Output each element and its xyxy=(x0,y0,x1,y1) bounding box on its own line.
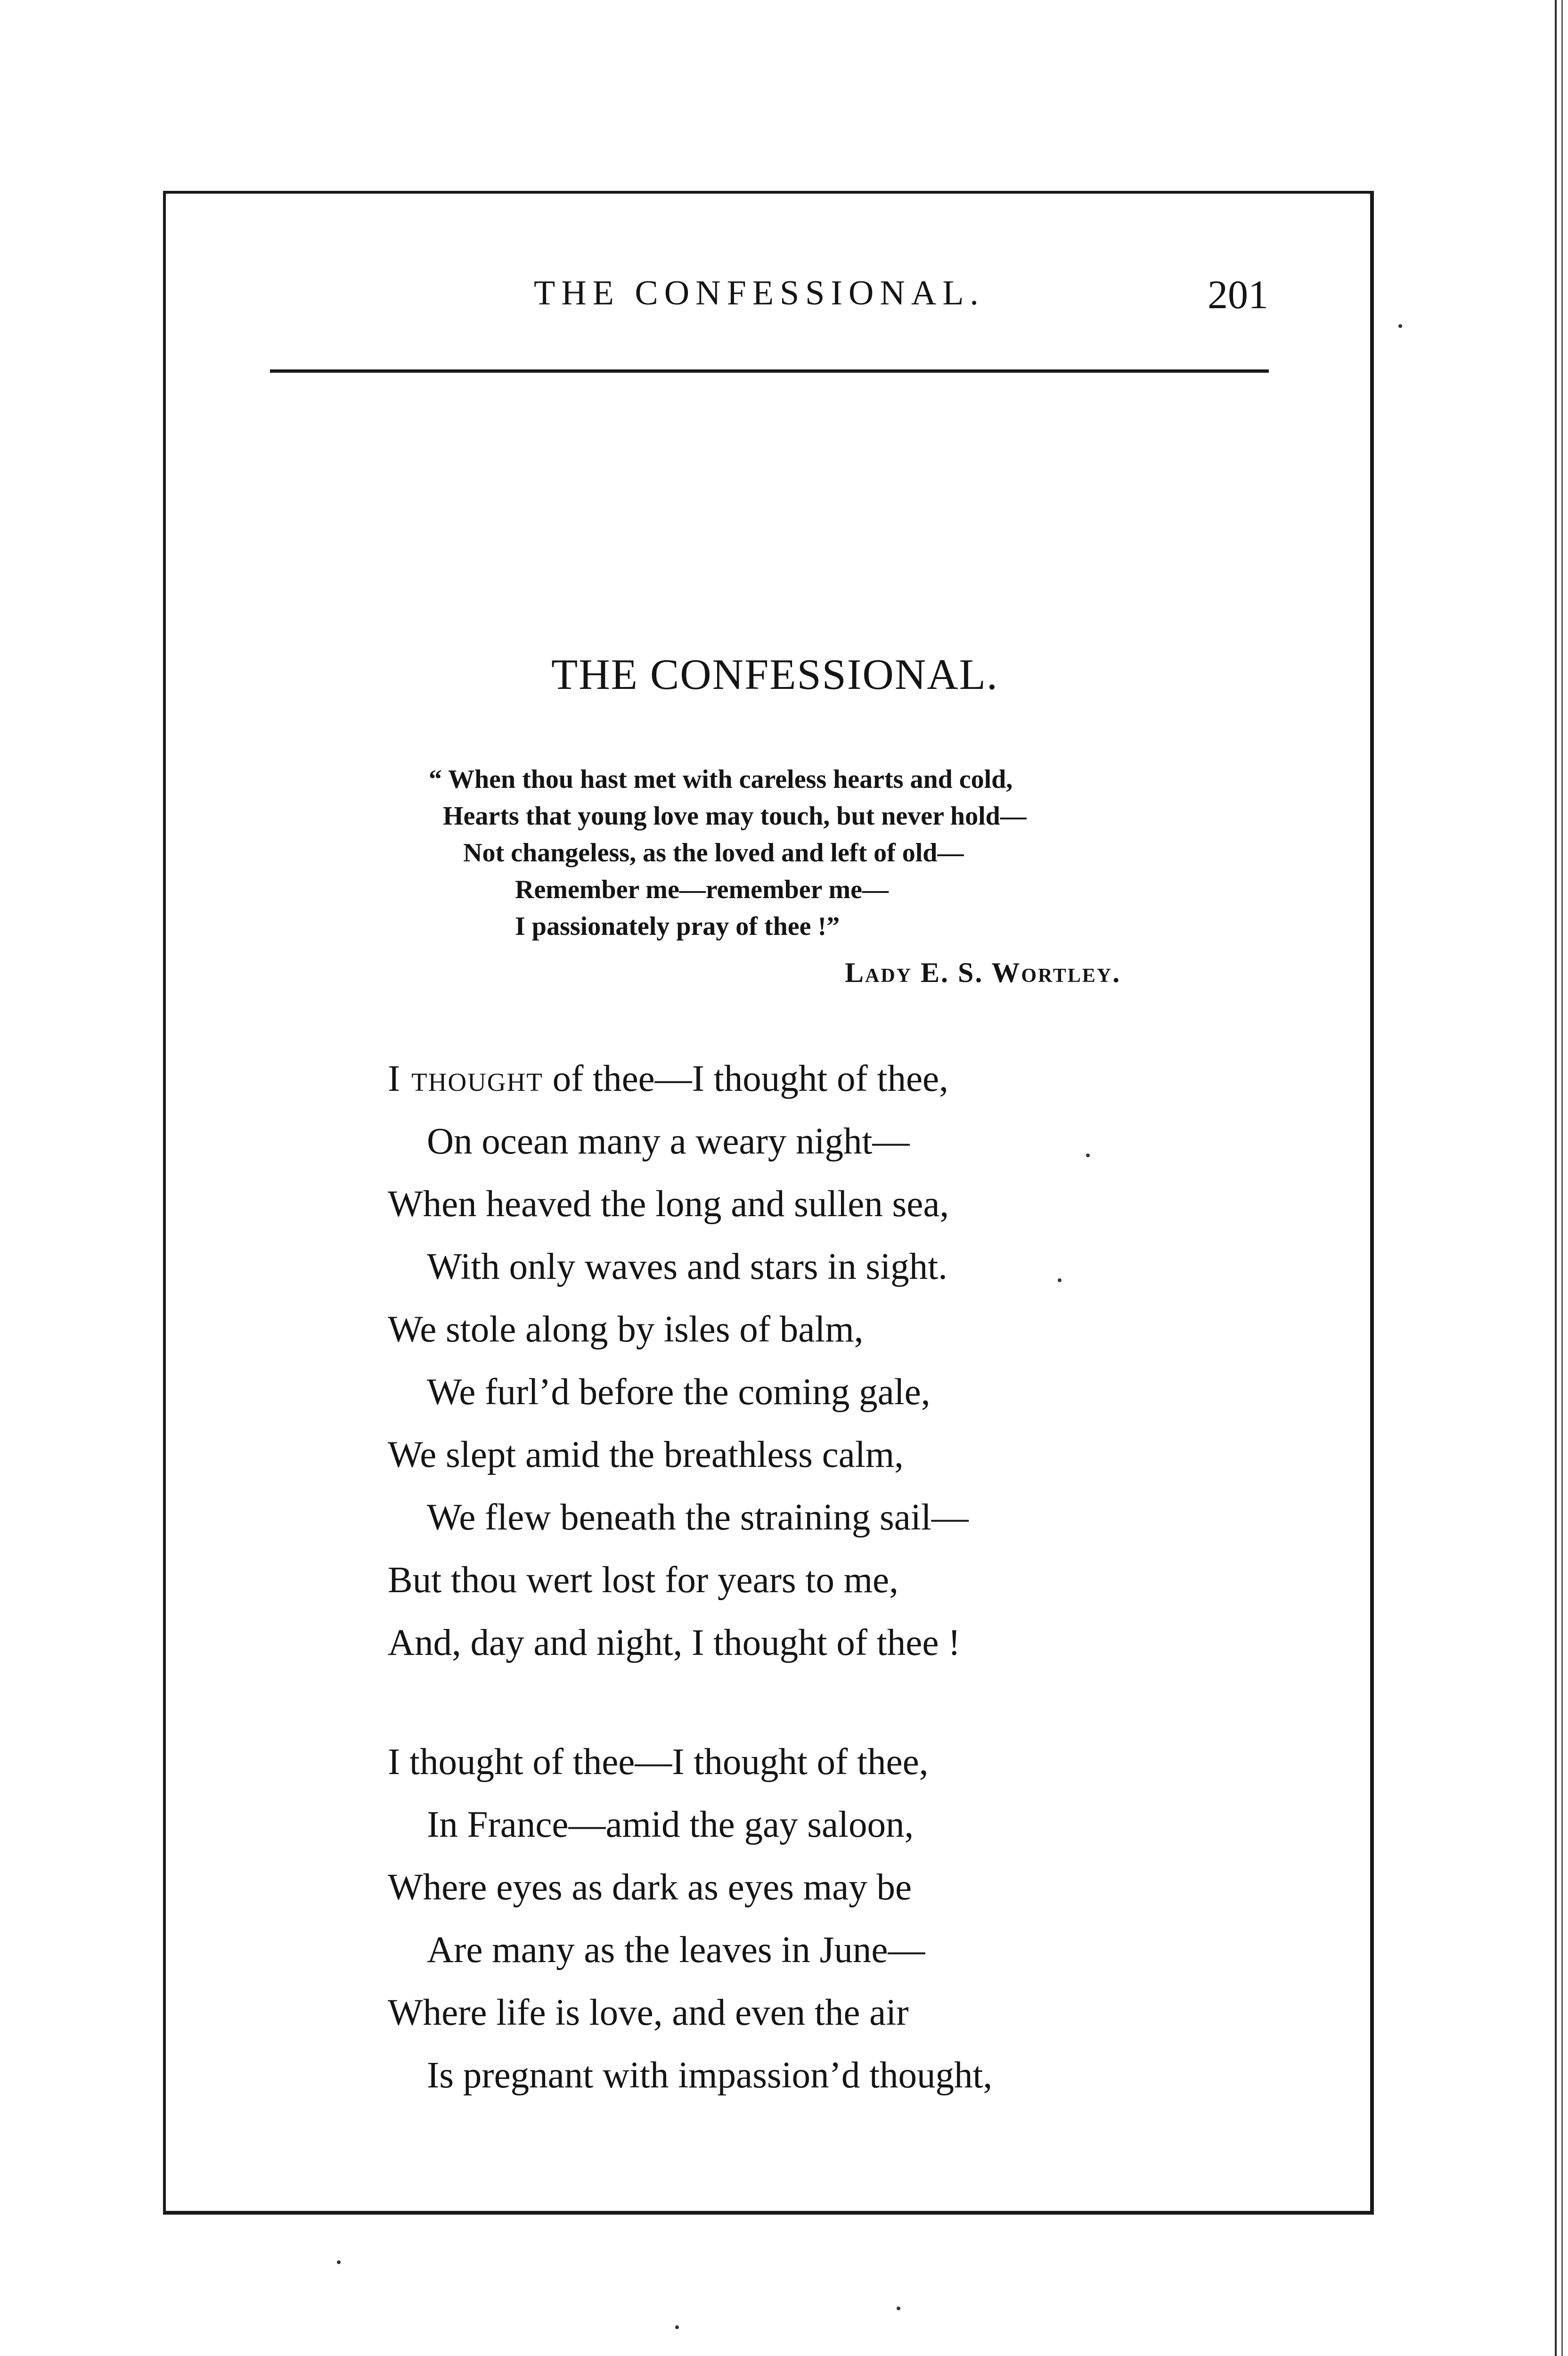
verse-line: And, day and night, I thought of thee ! xyxy=(388,1622,961,1663)
binding-edge-mark xyxy=(1555,0,1557,2356)
epigraph-line: I passionately pray of thee !” xyxy=(515,912,840,941)
opening-small-caps: I thought xyxy=(388,1058,543,1099)
running-head-title: THE CONFESSIONAL. xyxy=(534,274,985,312)
verse-line: In France—amid the gay saloon, xyxy=(427,1804,914,1845)
verse-line xyxy=(388,1058,948,1100)
verse-line: With only waves and stars in sight. xyxy=(427,1246,947,1287)
verse-line: We flew beneath the straining sail— xyxy=(427,1497,969,1538)
poem-title: THE CONFESSIONAL. xyxy=(551,650,998,698)
verse-line: Is pregnant with impassion’d thought, xyxy=(427,2055,993,2096)
epigraph-line: Remember me—remember me— xyxy=(515,875,889,904)
verse-line: On ocean many a weary night— xyxy=(427,1121,910,1162)
scan-speck xyxy=(897,2307,900,2310)
epigraph-attribution: Lady E. S. Wortley. xyxy=(845,957,1121,988)
opening-line-rest: of thee—I thought of thee, xyxy=(543,1058,948,1099)
verse-line: Where eyes as dark as eyes may be xyxy=(388,1867,912,1908)
epigraph-line: “ When thou hast met with careless hearts and cold, xyxy=(429,765,1013,794)
verse-line: Are many as the leaves in June— xyxy=(427,1930,925,1971)
scan-speck xyxy=(1398,324,1402,328)
scan-speck xyxy=(1086,1153,1090,1157)
verse-line: Where life is love, and even the air xyxy=(388,1992,909,2033)
verse-line: We stole along by isles of balm, xyxy=(388,1309,864,1350)
epigraph-line: Not changeless, as the loved and left of old— xyxy=(463,838,964,867)
scan-speck xyxy=(1058,1278,1062,1282)
scan-speck xyxy=(675,2325,679,2329)
verse-line: But thou wert lost for years to me, xyxy=(388,1560,898,1601)
header-rule xyxy=(270,369,1269,373)
verse-line: We slept amid the breathless calm, xyxy=(388,1434,904,1475)
scan-speck xyxy=(337,2260,341,2264)
binding-edge-mark xyxy=(1561,0,1563,2356)
verse-line: We furl’d before the coming gale, xyxy=(427,1372,931,1413)
epigraph-line: Hearts that young love may touch, but never hold— xyxy=(443,802,1027,831)
verse-line: When heaved the long and sullen sea, xyxy=(388,1184,949,1225)
verse-line: I thought of thee—I thought of thee, xyxy=(388,1742,929,1783)
page-number: 201 xyxy=(1208,272,1268,317)
